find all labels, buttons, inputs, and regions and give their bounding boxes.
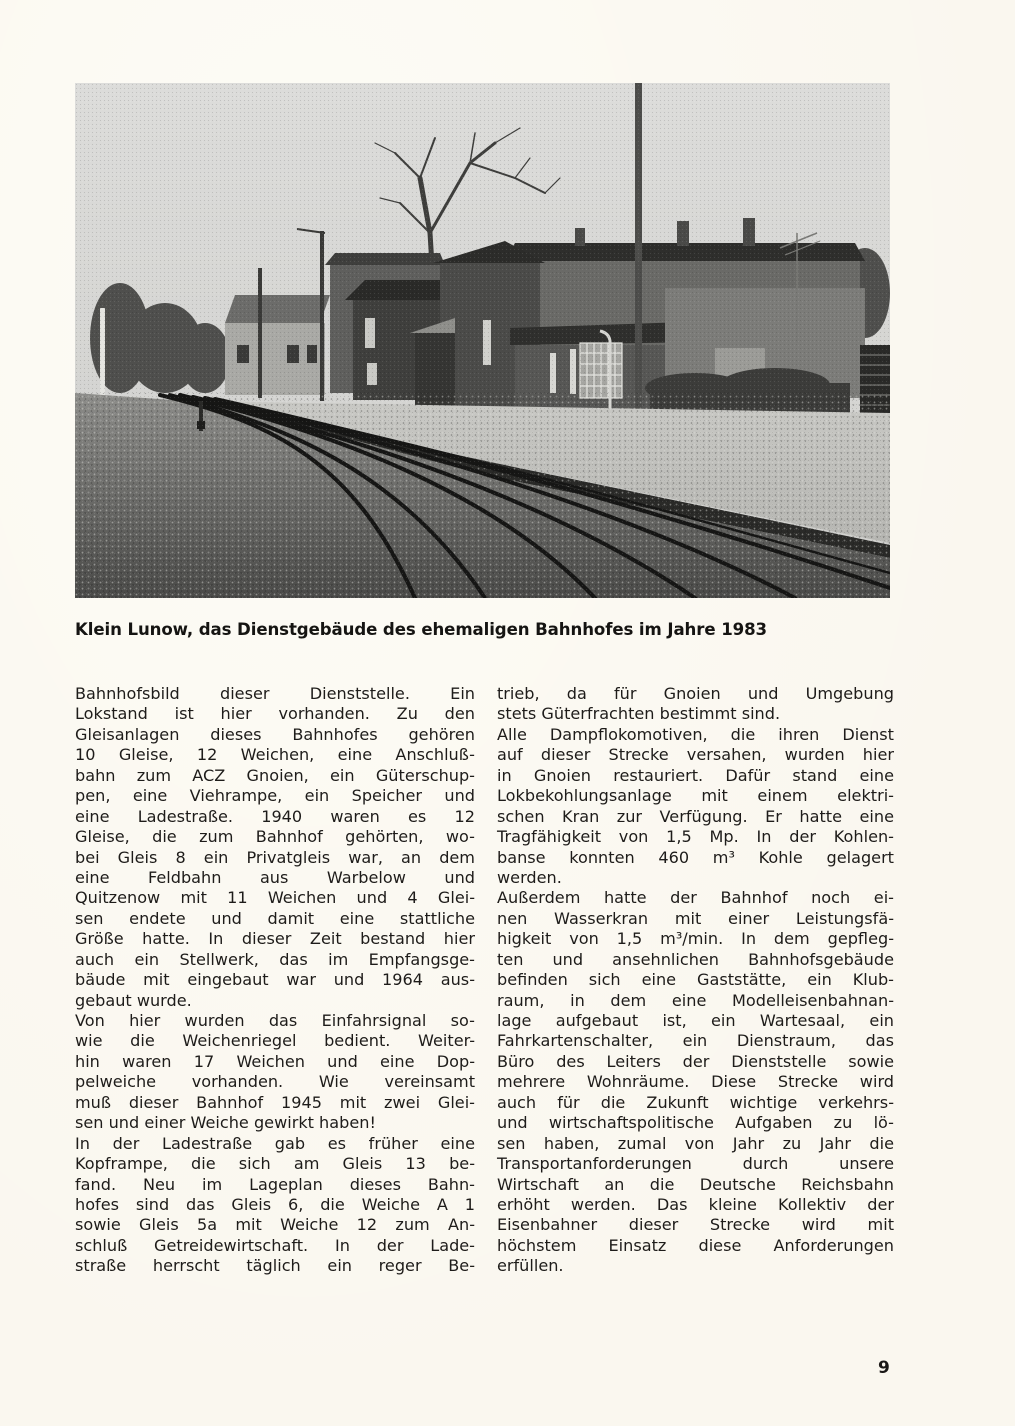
text-line: sen haben, zumal von Jahr zu Jahr die (497, 1133, 894, 1153)
text-line: schen Kran zur Verfügung. Er hatte eine (497, 806, 894, 826)
text-line: Lokstand ist hier vorhanden. Zu den (75, 704, 475, 724)
station-photo (75, 83, 890, 598)
text-line: bei Gleis 8 ein Privatgleis war, an dem (75, 847, 475, 867)
text-line: befinden sich eine Gaststätte, ein Klub- (497, 970, 894, 990)
text-line: fand. Neu im Lageplan dieses Bahn- (75, 1174, 475, 1194)
text-line: nen Wasserkran mit einer Leistungsfä- (497, 908, 894, 928)
text-line: banse konnten 460 m³ Kohle gelagert (497, 847, 894, 867)
text-line: 10 Gleise, 12 Weichen, eine Anschluß- (75, 745, 475, 765)
text-line: Gleisanlagen dieses Bahnhofes gehören (75, 724, 475, 744)
text-line: trieb, da für Gnoien und Umgebung (497, 684, 894, 703)
text-line: pen, eine Viehrampe, ein Speicher und (75, 786, 475, 806)
text-line: Transportanforderungen durch unsere (497, 1154, 894, 1174)
page-number: 9 (878, 1358, 890, 1378)
right-text-column (497, 684, 894, 1277)
text-line: Tragfähigkeit von 1,5 Mp. In der Kohlen- (497, 827, 894, 847)
text-line: ten und ansehnlichen Bahnhofsgebäude (497, 949, 894, 969)
text-line: und wirtschaftspolitische Aufgaben zu lö- (497, 1113, 894, 1133)
text-line: erfüllen. (497, 1256, 564, 1276)
text-line: höchstem Einsatz diese Anforderungen (497, 1235, 894, 1255)
text-line: straße herrscht täglich ein reger Be- (75, 1256, 475, 1276)
text-line: wie die Weichenriegel bedient. Weiter- (75, 1031, 475, 1051)
text-line: Größe hatte. In dieser Zeit bestand hier (75, 929, 475, 949)
text-line: hin waren 17 Weichen und eine Dop- (75, 1051, 475, 1071)
text-line: Lokbekohlungsanlage mit einem elektri- (497, 786, 894, 806)
text-line: Quitzenow mit 11 Weichen und 4 Glei- (75, 888, 475, 908)
text-line: Von hier wurden das Einfahrsignal so- (75, 1011, 475, 1030)
left-text-column (75, 684, 475, 1277)
text-line: Wirtschaft an die Deutsche Reichsbahn (497, 1174, 894, 1194)
text-line: auch ein Stellwerk, das im Empfangsge- (75, 949, 475, 969)
text-line: Büro des Leiters der Dienststelle sowie (497, 1051, 894, 1071)
text-line: In der Ladestraße gab es früher eine (75, 1133, 475, 1153)
text-line: eine Ladestraße. 1940 waren es 12 (75, 806, 475, 826)
text-line: sowie Gleis 5a mit Weiche 12 zum An- (75, 1215, 475, 1235)
photo-caption: Klein Lunow, das Dienstgebäude des ehemaligen Bahnhofes im Jahre 1983 (75, 620, 767, 639)
text-line: sen und einer Weiche gewirkt haben! (75, 1113, 376, 1133)
text-line: bäude mit eingebaut war und 1964 aus- (75, 970, 475, 990)
text-line: mehrere Wohnräume. Diese Strecke wird (497, 1072, 894, 1092)
text-line: higkeit von 1,5 m³/min. In dem gepfleg- (497, 929, 894, 949)
text-line: auch für die Zukunft wichtige verkehrs- (497, 1092, 894, 1112)
text-line: Eisenbahner dieser Strecke wird mit (497, 1215, 894, 1235)
text-line: Alle Dampflokomotiven, die ihren Dienst (497, 724, 894, 744)
text-line: Kopframpe, die sich am Gleis 13 be- (75, 1154, 475, 1174)
text-line: auf dieser Strecke versahen, wurden hier (497, 745, 894, 765)
text-line: Bahnhofsbild dieser Dienststelle. Ein (75, 684, 475, 703)
text-line: stets Güterfrachten bestimmt sind. (497, 704, 781, 724)
text-line: sen endete und damit eine stattliche (75, 908, 475, 928)
text-line: eine Feldbahn aus Warbelow und (75, 867, 475, 887)
text-line: bahn zum ACZ Gnoien, ein Güterschup- (75, 765, 475, 785)
text-line: muß dieser Bahnhof 1945 mit zwei Glei- (75, 1092, 475, 1112)
text-line: Gleise, die zum Bahnhof gehörten, wo- (75, 827, 475, 847)
text-line: erhöht werden. Das kleine Kollektiv der (497, 1194, 894, 1214)
text-line: werden. (497, 867, 562, 887)
text-line: Fahrkartenschalter, ein Dienstraum, das (497, 1031, 894, 1051)
text-line: pelweiche vorhanden. Wie vereinsamt (75, 1072, 475, 1092)
station-photo-illustration (75, 83, 890, 598)
text-line: lage aufgebaut ist, ein Wartesaal, ein (497, 1011, 894, 1030)
text-line: Außerdem hatte der Bahnhof noch ei- (497, 888, 894, 908)
text-line: gebaut wurde. (75, 990, 192, 1010)
text-line: hofes sind das Gleis 6, die Weiche A 1 (75, 1194, 475, 1214)
text-line: raum, in dem eine Modelleisenbahnan- (497, 990, 894, 1010)
text-line: schluß Getreidewirtschaft. In der Lade- (75, 1235, 475, 1255)
text-line: in Gnoien restauriert. Dafür stand eine (497, 765, 894, 785)
